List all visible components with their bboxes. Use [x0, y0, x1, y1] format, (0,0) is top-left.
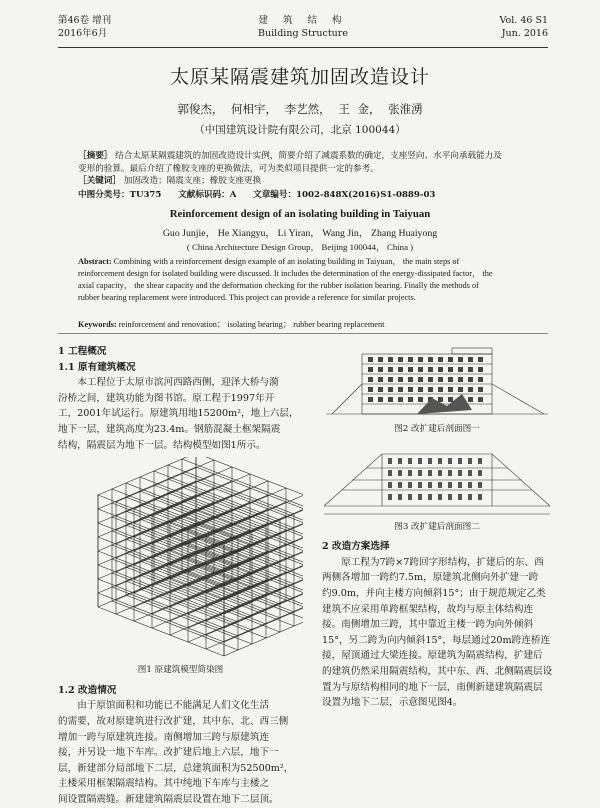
header-rule	[58, 47, 548, 48]
section-drawing-one	[322, 344, 552, 422]
affiliation: （中国建筑设计院有限公司，北京 100044）	[194, 124, 406, 136]
section-heading: 2 改造方案选择	[322, 541, 390, 553]
figure-2-section	[322, 344, 552, 422]
figure-1-structural-model	[58, 457, 303, 663]
keywords-en	[78, 318, 530, 330]
keywords-en-text: reinforcement and renovation； isolating bearing； rubber bearing replacement	[118, 320, 385, 329]
abstract-en-line: rubber bearing replacement were introduced. This project can provide a reference for similar projects.	[78, 293, 416, 302]
section-divider	[58, 333, 548, 334]
paragraph: 由于原馆面积和功能已不能满足人们文化生活 的需要，故对原建筑进行改扩建，其中东、北、西三侧 增加一跨与原建筑连接。南侧增加三跨与原建筑连 接，并另设一地下车库。改扩建后地上六层，地下一 层，新建部分局部地下二层，总建筑面积为52500m²， 主楼采用框架隔震结构。其中纯地下车库与主楼之 间设置隔震缝。新建建筑隔震层设置在地下二层顶。	[58, 700, 294, 805]
abstract-cn-line: 变形的验算。最后介绍了橡胶支座的更换做法，可为类似项目提供一定的参考。	[78, 163, 379, 174]
header-issue: Vol. 46 S1 Jun. 2016	[499, 15, 548, 39]
figure-2-caption: 图2 改扩建后剖面图一	[394, 424, 480, 434]
clc-number: 中图分类号：TU375	[78, 190, 162, 200]
figure-3-caption: 图3 改扩建后剖面图二	[394, 521, 480, 532]
header-volume: 第46卷 增刊 2016年6月	[58, 15, 112, 39]
article-number: 文章编号：1002-848X(2016)S1-0889-03	[253, 190, 436, 200]
abstract-en-label: Abstract:	[78, 257, 112, 266]
keywords-en-label: Keywords:	[78, 320, 117, 329]
abstract-cn-label: ［摘要］	[78, 151, 113, 161]
keywords-cn-text: 加固改造；隔震支座；橡胶支座更换	[123, 176, 262, 186]
subsection-heading: 1.2 改造情况	[58, 684, 117, 696]
keywords-cn-label: ［关键词］	[78, 176, 121, 186]
english-authors: Guo Junjie， He Xiangyu， Li Yiran， Wang Jin， Zhang Huaiyong	[162, 228, 438, 239]
paragraph: 原工程为7跨×7跨回字形结构，扩建后的东、西 两侧各增加一跨约7.5m，原建筑北侧向外扩建一跨 约9.0m，并向主楼方向倾斜15°；由于规范规定乙类 建筑不应采用单跨框架结构，故均与原主体结构连 接。南侧增加三跨，其中靠近主楼一跨为向外倾斜 15°，另二跨为向内倾斜15°，每层通过20m跨连桥连 接，屋顶通过大梁连接。原建筑为隔震结构，扩建后 的建筑仍然采用隔震结构，其中东、西、北侧隔震层设 置为与原结构相同的地下一层，南侧新建建筑隔震层 设置为地下二层，示意图见图4。	[322, 556, 552, 709]
running-header	[58, 14, 548, 46]
header-journal: 建 筑 结 构 Building Structure	[258, 15, 348, 39]
paragraph: 本工程位于太原市滨河西路西侧，迎泽大桥与漪 汾桥之间，建筑功能为图书馆。原工程于1997年开 工，2001年试运行。原建筑用地15200m²，地上六层， 地下一层，建筑高度为23.4m。钢筋混凝土框架隔震 结构，隔震层为地下一层。结构模型如图1所示。	[58, 377, 299, 451]
paper-title: 太原某隔震建筑加固改造设计	[169, 66, 430, 88]
structural-model-drawing	[58, 457, 303, 663]
left-column	[58, 344, 303, 808]
abstract-cn-line: 结合太原某隔震建筑的加固改造设计实例，简要介绍了减震系数的确定，支座竖向、水平向承载能力及	[115, 151, 502, 161]
abstract-en	[78, 256, 530, 304]
abstract-en-line: reinforcement design for isolated building were discussed. It includes the determination of the energy-dissipated factor， the	[78, 269, 493, 278]
figure-3-section	[322, 440, 552, 520]
figure-1-caption: 图1 原建筑模型简染图	[137, 665, 224, 676]
document-code: 文献标识码：A	[178, 190, 237, 200]
english-title: Reinforcement design of an isolating building in Taiyuan	[169, 208, 431, 220]
english-affiliation: ( China Architecture Design Group， Beijing 100044， China )	[186, 242, 414, 252]
section-heading: 1 工程概况	[58, 346, 107, 357]
abstract-en-line: Combining with a reinforcement design example of an isolating building in Taiyuan， the main steps of	[113, 257, 460, 266]
abstract-en-line: axial capacity， the shear capacity and the deformation checking for the rubber isolation bearing. Finally the methods of	[78, 281, 479, 290]
section-drawing-two	[322, 440, 552, 520]
subsection-heading: 1.1 原有建筑概况	[58, 361, 136, 373]
classification-meta	[78, 188, 530, 200]
right-column	[322, 344, 552, 711]
author-list: 郭俊杰， 何相宇， 李艺然， 王 金， 张淮湧	[177, 102, 423, 116]
abstract-cn	[78, 150, 530, 188]
